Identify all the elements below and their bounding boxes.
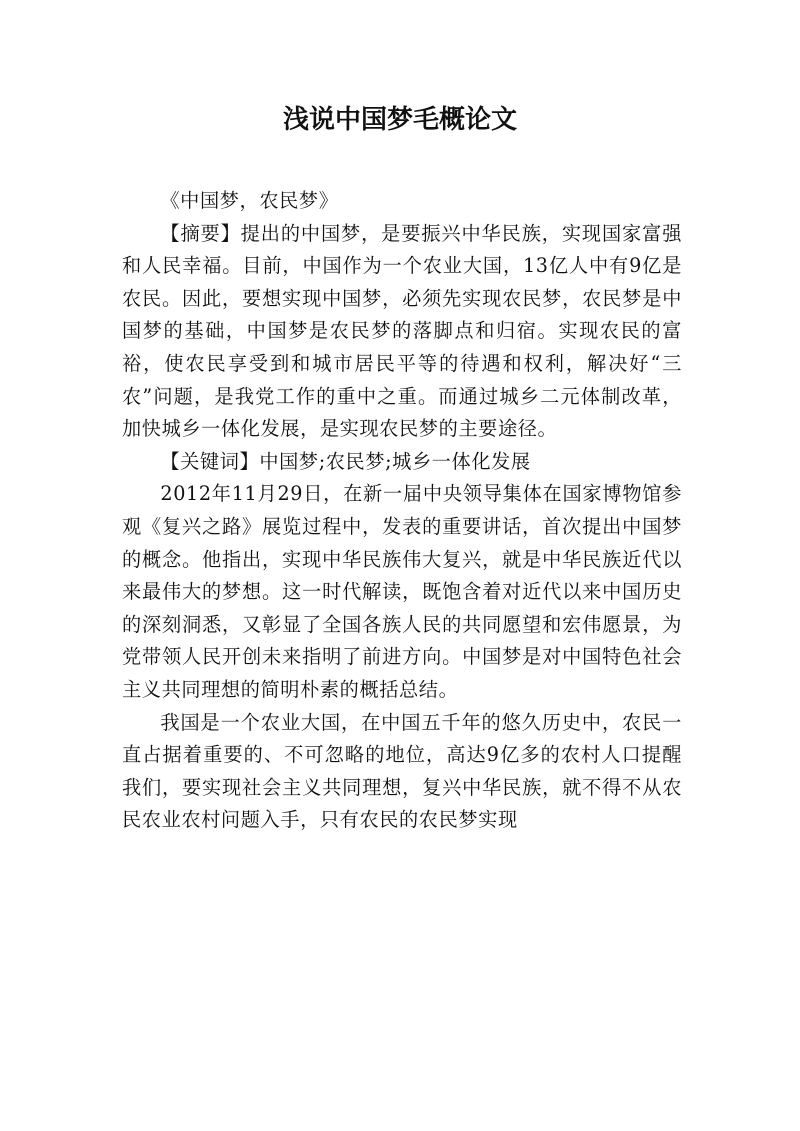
- body-paragraph: 我国是一个农业大国，在中国五千年的悠久历史中，农民一直占据着重要的、不可忽略的地位，高达9亿多的农村人口提醒我们，要实现社会主义共同理想，复兴中华民族，就不得不从农民农业农村问题入手，只有农民的农民梦实现: [122, 710, 682, 832]
- body-paragraph: 2012年11月29日，在新一届中央领导集体在国家博物馆参观《复兴之路》展览过程中，发表的重要讲话，首次提出中国梦的概念。他指出，实现中华民族伟大复兴，就是中华民族近代以来最伟大的梦想。这一时代解读，既饱含着对近代以来中国历史的深刻洞悉，又彰显了全国各族人民的共同愿望和宏伟愿景，为党带领人民开创未来指明了前进方向。中国梦是对中国特色社会主义共同理想的简明朴素的概括总结。: [122, 482, 682, 701]
- document-title: 浅说中国梦毛概论文: [282, 105, 517, 135]
- document-body: [122, 185, 682, 837]
- abstract-paragraph: 【摘要】提出的中国梦，是要振兴中华民族，实现国家富强和人民幸福。目前，中国作为一个农业大国，13亿人中有9亿是农民。因此，要想实现中国梦，必须先实现农民梦，农民梦是中国梦的基础，中国梦是农民梦的落脚点和归宿。实现农民的富裕，使农民享受到和城市居民平等的待遇和权利，解决好“三农”问题，是我党工作的重中之重。而通过城乡二元体制改革，加快城乡一体化发展，是实现农民梦的主要途径。: [122, 221, 682, 441]
- keywords-paragraph: 【关键词】中国梦;农民梦;城乡一体化发展: [160, 449, 531, 473]
- subtitle-paragraph: 《中国梦，农民梦》: [160, 189, 339, 212]
